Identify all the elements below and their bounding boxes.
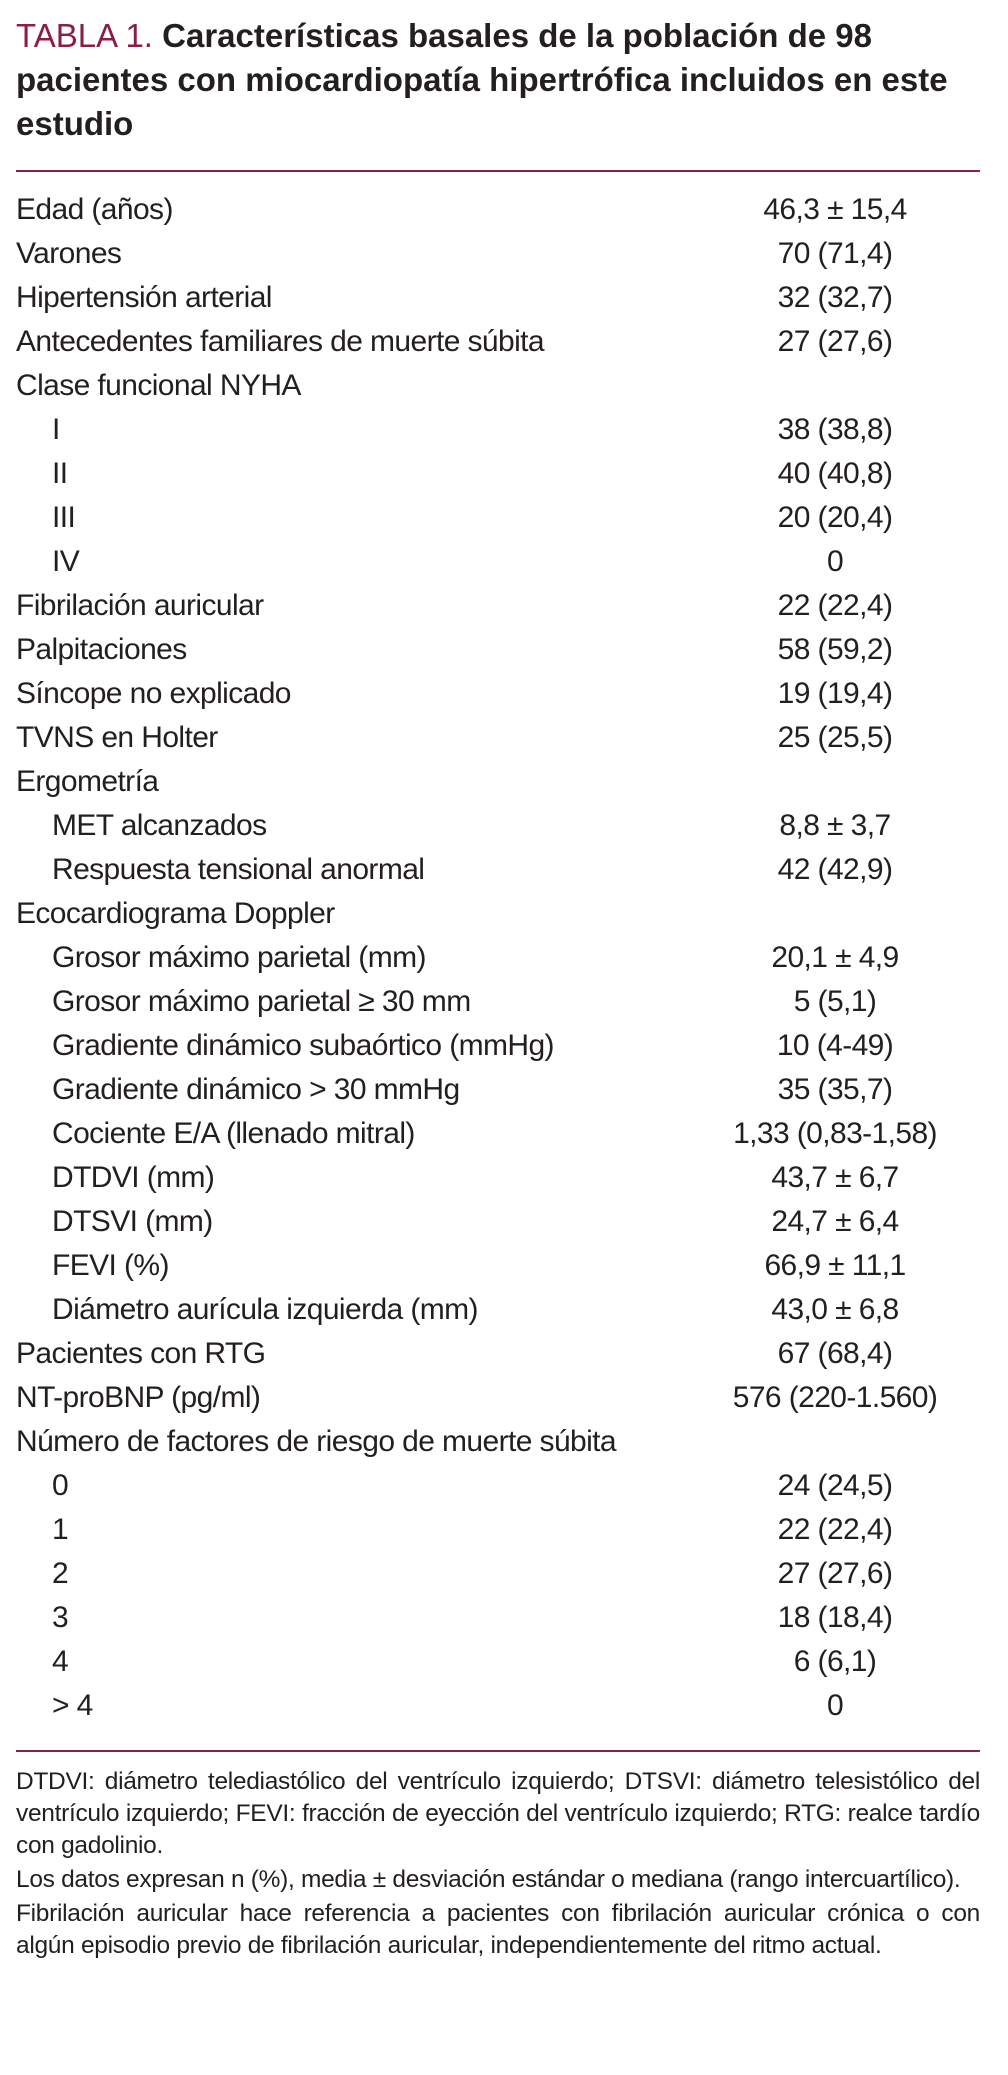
row-value: 25 (25,5)	[777, 721, 893, 754]
row-value: 1,33 (0,83-1,58)	[733, 1117, 937, 1150]
row-value: 5 (5,1)	[793, 985, 877, 1018]
table-row	[16, 1640, 980, 1684]
row-label: DTSVI (mm)	[52, 1205, 213, 1238]
row-value: 19 (19,4)	[777, 677, 893, 710]
table-footnotes	[16, 1766, 980, 1964]
table-row	[16, 1596, 980, 1640]
row-value: 24,7 ± 6,4	[771, 1205, 899, 1238]
table-row	[16, 804, 980, 848]
table-row	[16, 188, 980, 232]
table-row	[16, 496, 980, 540]
bottom-rule	[16, 1750, 980, 1752]
row-label: III	[52, 501, 76, 534]
table-row	[16, 1332, 980, 1376]
row-label: I	[52, 413, 60, 446]
row-value: 46,3 ± 15,4	[763, 193, 907, 226]
footnote: Fibrilación auricular hace referencia a pacientes con fibrilación auricular crónica o con algún episodio previo de fibrilación auricular, independientemente del ritmo actual.	[16, 1900, 980, 1959]
row-value: 43,7 ± 6,7	[771, 1161, 899, 1194]
table-row	[16, 1508, 980, 1552]
row-label: NT-proBNP (pg/ml)	[16, 1381, 261, 1414]
row-label: Gradiente dinámico > 30 mmHg	[52, 1073, 460, 1106]
row-value: 43,0 ± 6,8	[771, 1293, 899, 1326]
row-value: 58 (59,2)	[777, 633, 893, 666]
row-value: 35 (35,7)	[777, 1073, 893, 1106]
table-label: TABLA 1.	[16, 17, 153, 54]
row-label: 2	[52, 1557, 69, 1590]
row-value: 67 (68,4)	[777, 1337, 893, 1370]
table-row	[16, 408, 980, 452]
row-label: Varones	[16, 237, 122, 270]
row-value: 0	[826, 1689, 844, 1722]
table-row	[16, 892, 980, 936]
table-row	[16, 584, 980, 628]
table-row	[16, 716, 980, 760]
row-label: Hipertensión arterial	[16, 281, 272, 314]
table-row	[16, 364, 980, 408]
table-row	[16, 628, 980, 672]
row-value: 20,1 ± 4,9	[771, 941, 899, 974]
table-row	[16, 1156, 980, 1200]
table-row	[16, 540, 980, 584]
table-row	[16, 1068, 980, 1112]
row-value: 27 (27,6)	[777, 325, 893, 358]
row-label: Gradiente dinámico subaórtico (mmHg)	[52, 1029, 554, 1062]
row-label: Clase funcional NYHA	[16, 369, 301, 402]
row-label: MET alcanzados	[52, 809, 267, 842]
table-row	[16, 276, 980, 320]
table-row	[16, 980, 980, 1024]
table-row	[16, 848, 980, 892]
row-label: DTDVI (mm)	[52, 1161, 215, 1194]
table-row	[16, 1420, 980, 1464]
row-label: Número de factores de riesgo de muerte súbita	[16, 1425, 616, 1458]
table-row	[16, 672, 980, 716]
row-label: 4	[52, 1645, 69, 1678]
row-value: 66,9 ± 11,1	[764, 1249, 906, 1282]
row-label: Pacientes con RTG	[16, 1337, 266, 1370]
row-value: 38 (38,8)	[777, 413, 893, 446]
row-label: Grosor máximo parietal (mm)	[52, 941, 426, 974]
row-value: 0	[826, 545, 844, 578]
table-title: Características basales de la población de 98 pacientes con miocardiopatía hipertrófica incluidos en este estudio	[16, 17, 948, 142]
row-label: Síncope no explicado	[16, 677, 291, 710]
table-row	[16, 936, 980, 980]
row-label: Diámetro aurícula izquierda (mm)	[52, 1293, 478, 1326]
row-label: Respuesta tensional anormal	[52, 853, 425, 886]
table-row	[16, 760, 980, 804]
row-label: Cociente E/A (llenado mitral)	[52, 1117, 415, 1150]
top-rule	[16, 170, 980, 172]
table-row	[16, 1244, 980, 1288]
row-value: 6 (6,1)	[793, 1645, 877, 1678]
footnote: DTDVI: diámetro telediastólico del ventrículo izquierdo; DTSVI: diámetro telesistólico del ventrículo izquierdo; FEVI: fracción de eyección del ventrículo izquierdo; RTG: realce tardío con gadolinio.	[16, 1768, 980, 1859]
table-row	[16, 452, 980, 496]
table-row	[16, 1288, 980, 1332]
table-row	[16, 1200, 980, 1244]
row-value: 576 (220-1.560)	[732, 1381, 938, 1414]
row-value: 24 (24,5)	[777, 1469, 893, 1502]
row-label: Antecedentes familiares de muerte súbita	[16, 325, 544, 358]
row-value: 70 (71,4)	[777, 237, 893, 270]
row-label: 3	[52, 1601, 69, 1634]
row-value: 20 (20,4)	[777, 501, 893, 534]
row-value: 27 (27,6)	[777, 1557, 893, 1590]
row-label: 0	[52, 1469, 69, 1502]
row-value: 18 (18,4)	[777, 1601, 893, 1634]
row-label: Palpitaciones	[16, 633, 187, 666]
row-value: 42 (42,9)	[777, 853, 893, 886]
table-row	[16, 320, 980, 364]
row-label: Ecocardiograma Doppler	[16, 897, 335, 930]
row-label: Grosor máximo parietal ≥ 30 mm	[52, 985, 471, 1018]
table-row	[16, 232, 980, 276]
table-row	[16, 1024, 980, 1068]
row-value: 22 (22,4)	[777, 589, 893, 622]
row-value: 22 (22,4)	[777, 1513, 893, 1546]
table-row	[16, 1112, 980, 1156]
footnote: Los datos expresan n (%), media ± desviación estándar o mediana (rango intercuartílico).	[16, 1866, 961, 1893]
row-label: FEVI (%)	[52, 1249, 169, 1282]
row-label: TVNS en Holter	[16, 721, 218, 754]
row-label: Fibrilación auricular	[16, 589, 264, 622]
row-label: Ergometría	[16, 765, 159, 798]
row-label: Edad (años)	[16, 193, 173, 226]
table-body	[16, 188, 980, 1728]
table-caption	[16, 14, 966, 146]
row-label: II	[52, 457, 68, 490]
row-label: IV	[52, 545, 80, 578]
table-row	[16, 1684, 980, 1728]
row-value: 40 (40,8)	[777, 457, 893, 490]
row-value: 8,8 ± 3,7	[779, 809, 891, 842]
table-row	[16, 1552, 980, 1596]
row-label: 1	[52, 1513, 69, 1546]
table-row	[16, 1464, 980, 1508]
row-value: 10 (4-49)	[776, 1029, 894, 1062]
row-label: > 4	[52, 1689, 93, 1722]
table-row	[16, 1376, 980, 1420]
row-value: 32 (32,7)	[777, 281, 893, 314]
